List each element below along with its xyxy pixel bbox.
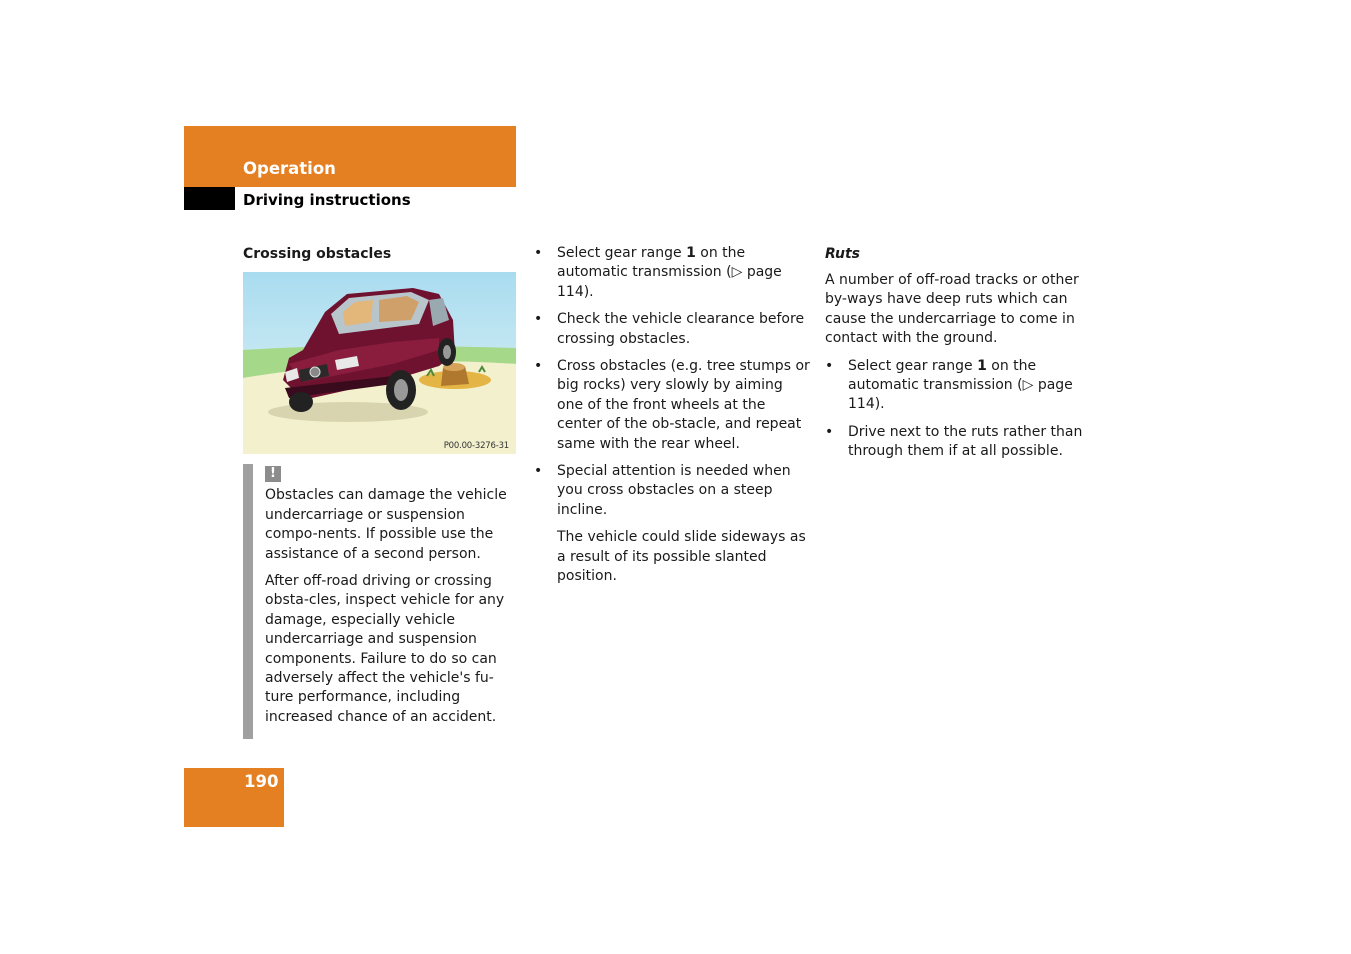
bullet-text: on the automatic transmission (▷ page 114). bbox=[848, 357, 1073, 413]
right-column bbox=[825, 244, 1101, 470]
suv-crossing-obstacle-illustration bbox=[243, 272, 516, 454]
gear-range-value: 1 bbox=[686, 245, 696, 261]
incline-follow-up: The vehicle could slide sideways as a result of its possible slanted position. bbox=[557, 529, 806, 585]
page-number: 190 bbox=[244, 772, 279, 791]
gear-range-value: 1 bbox=[977, 357, 987, 374]
list-item bbox=[534, 244, 810, 302]
subsection-marker bbox=[184, 187, 235, 210]
bullet-text: on the automatic transmission (▷ page 114). bbox=[557, 245, 782, 300]
list-item: • Cross obstacles (e.g. tree stumps or big rocks) very slowly by aiming one of the front wheels at the center of the ob-stacle, and repeat same with the rear wheel. bbox=[534, 357, 810, 454]
section-header-band bbox=[184, 126, 516, 187]
notice-paragraph: After off-road driving or crossing obsta-cles, inspect vehicle for any damage, especially vehicle undercarriage and suspension components. Failure to do so can adversely affect the vehicle's fu-ture performance, including increased chance of an accident. bbox=[265, 573, 505, 725]
ruts-heading: Ruts bbox=[825, 246, 861, 262]
subsection-title: Driving instructions bbox=[243, 191, 411, 209]
list-item: • Special attention is needed when you cross obstacles on a steep incline. bbox=[534, 462, 810, 520]
ruts-intro: A number of off-road tracks or other by-ways have deep ruts which can cause the undercarriage to come in contact with the ground. bbox=[825, 272, 1079, 347]
notice-bar bbox=[243, 464, 253, 739]
figure-code: P00.00-3276-31 bbox=[443, 441, 509, 451]
notice-box bbox=[243, 464, 517, 739]
crossing-obstacles-heading: Crossing obstacles bbox=[243, 246, 392, 262]
section-title: Operation bbox=[243, 159, 336, 178]
middle-column bbox=[534, 244, 810, 595]
obstacle-steps-list bbox=[534, 244, 810, 520]
list-item: • Drive next to the ruts rather than through them if at all possible. bbox=[825, 423, 1101, 462]
bullet-text: Select gear range bbox=[557, 245, 687, 261]
list-item bbox=[825, 357, 1101, 415]
bullet-text: Select gear range bbox=[848, 357, 978, 374]
list-item: • Check the vehicle clearance before crossing obstacles. bbox=[534, 310, 810, 349]
ruts-steps-list bbox=[825, 357, 1101, 462]
notice-paragraph: Obstacles can damage the vehicle undercarriage or suspension compo-nents. If possible use the assistance of a second person. bbox=[265, 487, 507, 562]
exclamation-icon: ! bbox=[265, 466, 281, 482]
suv-illustration-svg bbox=[243, 272, 516, 454]
left-column bbox=[243, 244, 517, 739]
